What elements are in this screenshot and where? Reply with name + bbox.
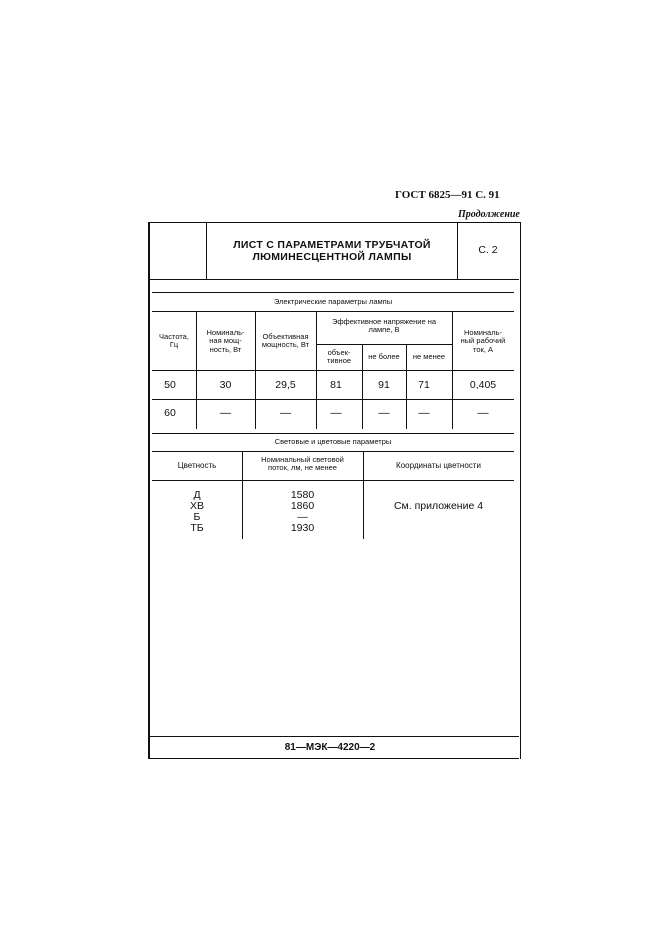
voltage-group-header	[316, 318, 452, 335]
cell-objective-power: 29,5	[275, 379, 296, 391]
sheet-page-label: С. 2	[478, 244, 498, 256]
sheet-title-line2: ЛЮМИНЕСЦЕНТНОЙ ЛАМПЫ	[252, 250, 412, 263]
light-section-title: Световые и цветовые параметры	[274, 437, 392, 446]
col-current-header	[452, 329, 514, 354]
cell-frequency: 60	[164, 407, 176, 419]
col-nominal-power-header	[196, 329, 255, 354]
list-item: 1930	[290, 522, 315, 534]
cell-nominal-power: 30	[219, 379, 232, 391]
list-item: 1860	[290, 500, 315, 512]
col-color-header: Цветность	[177, 461, 217, 470]
list-item: Д	[193, 489, 201, 501]
light-header-rule	[152, 480, 514, 481]
list-item: ТБ	[190, 522, 204, 534]
sheet-title-line1: ЛИСТ С ПАРАМЕТРАМИ ТРУБЧАТОЙ	[233, 239, 431, 251]
cell-voltage-min: 71	[418, 379, 430, 391]
col-voltage-objective-header	[316, 349, 362, 366]
footer-top-rule	[148, 736, 519, 737]
cell-current: —	[477, 407, 489, 419]
footer-bottom-rule	[148, 758, 519, 759]
cell-voltage-max: 91	[378, 379, 390, 391]
col-voltage-min-header: не менее	[412, 352, 446, 361]
title-bottom-rule	[148, 279, 519, 280]
list-item: 1580	[290, 489, 315, 501]
cell-voltage-objective: —	[330, 407, 342, 419]
list-item: —	[297, 511, 308, 523]
cell-voltage-max: —	[378, 407, 390, 419]
header-text: мощность, Вт	[261, 340, 310, 350]
continuation-label: Продолжение	[458, 209, 520, 220]
coords-note: См. приложение 4	[393, 500, 484, 512]
cell-voltage-min: —	[418, 407, 430, 419]
list-item: ХВ	[189, 500, 204, 512]
electrical-top-rule	[152, 292, 514, 293]
header-text: поток, лм, не менее	[268, 463, 337, 473]
sheet-footer-code: 81—МЭК—4220—2	[284, 742, 376, 753]
light-title-rule	[152, 451, 514, 452]
electrical-section-title: Электрические параметры лампы	[273, 297, 393, 306]
col-objective-power-header	[255, 333, 316, 350]
cell-current: 0,405	[469, 379, 497, 391]
header-text: Объективная	[262, 332, 309, 341]
document-reference: ГОСТ 6825—91 С. 91	[395, 189, 500, 201]
electrical-row-rule	[152, 399, 514, 400]
header-text: ность, Вт	[209, 344, 242, 354]
header-text: Частота,	[159, 332, 189, 341]
header-text: Гц	[169, 340, 179, 350]
cell-objective-power: —	[280, 407, 291, 419]
cell-nominal-power: —	[220, 407, 231, 419]
cell-frequency: 50	[164, 379, 176, 391]
sheet-title	[207, 240, 457, 263]
cell-voltage-objective: 81	[330, 379, 342, 391]
header-text: объек-	[327, 348, 351, 357]
header-text: ный рабочий	[460, 336, 506, 346]
list-item: Б	[193, 511, 201, 523]
col-coords-header: Координаты цветности	[396, 461, 481, 470]
header-text: ная мощ-	[209, 336, 242, 346]
electrical-title-rule	[152, 311, 514, 312]
voltage-group-rule	[316, 344, 452, 345]
header-text: Эффективное напряжение на	[331, 317, 437, 326]
header-text: тивное	[326, 356, 352, 366]
header-text: Номиналь-	[206, 328, 245, 337]
header-text: Номинальный световой	[261, 455, 344, 464]
col-frequency-header	[152, 333, 196, 350]
color-list	[152, 490, 242, 534]
header-text: лампе, В	[368, 325, 400, 335]
col-flux-header	[242, 456, 363, 473]
col-voltage-max-header: не более	[368, 352, 400, 361]
light-top-rule	[152, 433, 514, 434]
header-text: ток, А	[473, 344, 493, 354]
electrical-header-rule	[152, 370, 514, 371]
header-text: Номиналь-	[463, 328, 503, 337]
flux-list	[242, 490, 363, 534]
